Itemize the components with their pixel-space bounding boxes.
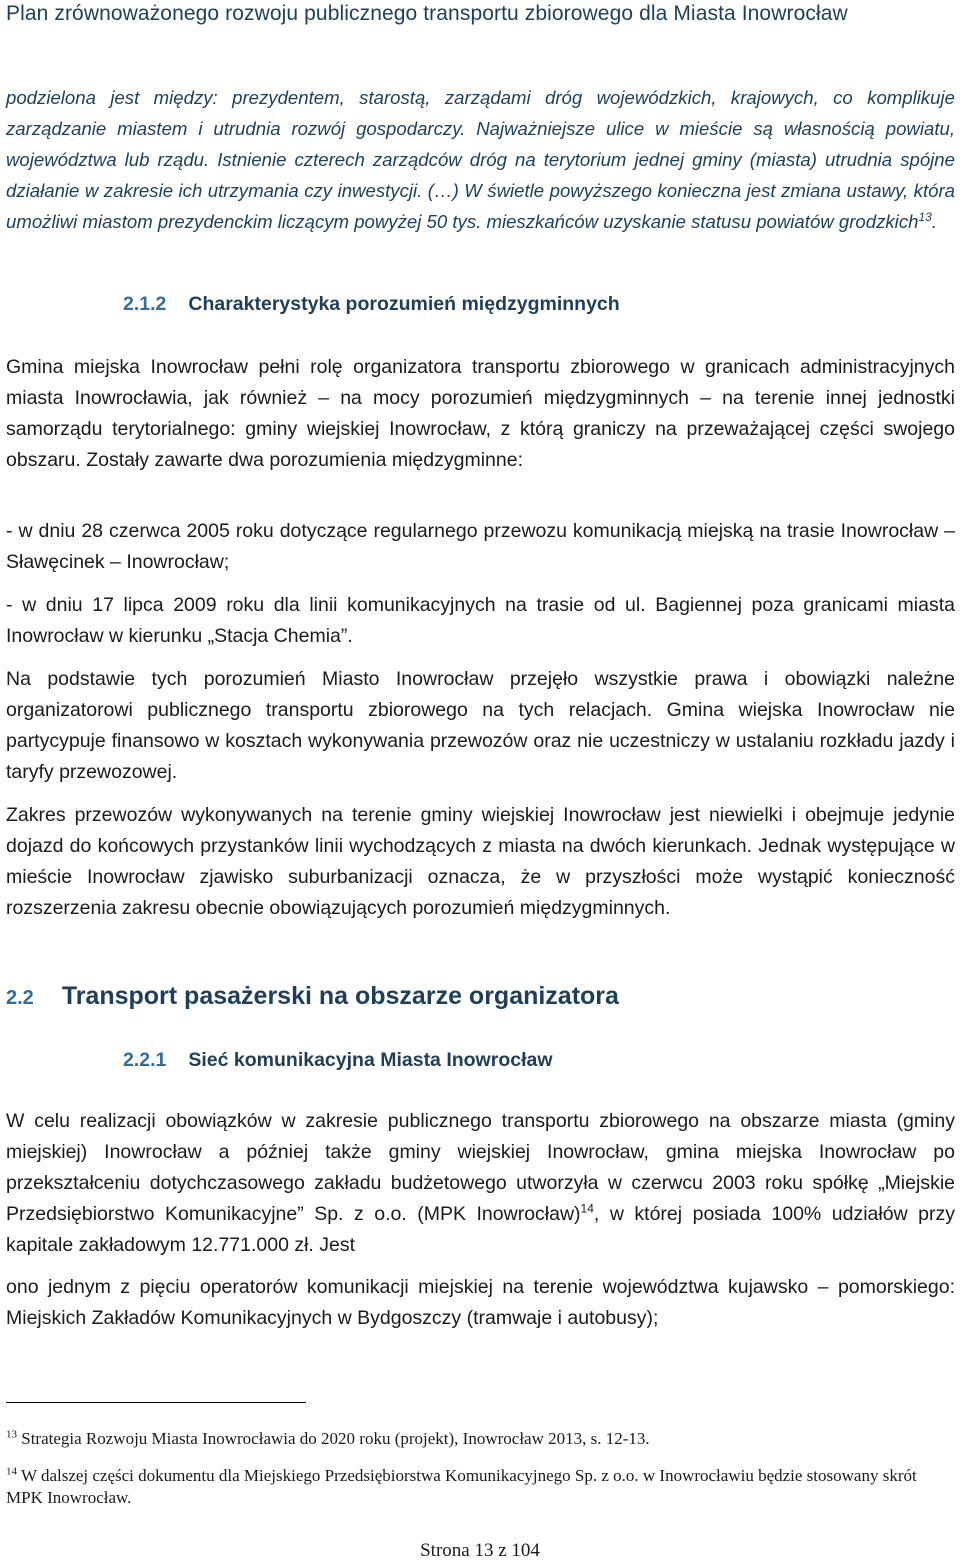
total-pages: 104 xyxy=(511,1540,540,1561)
footnote-14 xyxy=(6,1465,955,1509)
section-title: Transport pasażerski na obszarze organizatora xyxy=(61,982,619,1010)
current-page: 13 xyxy=(474,1540,494,1561)
quoted-paragraph xyxy=(6,82,955,237)
footnote-13 xyxy=(6,1428,955,1450)
section-heading-2-2 xyxy=(6,982,619,1011)
running-header: Plan zrównoważonego rozwoju publicznego transportu zbiorowego dla Miasta Inowrocław xyxy=(6,2,848,25)
footnote-ref-14[interactable]: 14 xyxy=(580,1201,594,1216)
paragraph-text-cont: , w której posiada 100% udziałów przy kapitale zakładowym 12.771.000 zł. Jest xyxy=(6,1203,955,1256)
paragraph-operators: ono jednym z pięciu operatorów komunikacji miejskiej na terenie województwa kujawsko – pomorskiego: Miejskich Zakładów Komunikacyjnych w Bydgoszczy (tramwaje i autobusy); xyxy=(6,1276,955,1329)
paragraph-rights-obligations: Na podstawie tych porozumień Miasto Inowrocław przejęło wszystkie prawa i obowiązki należne organizatorowi publicznego transportu zbiorowego na tych relacjach. Gmina wiejska Inowrocław nie partycypuje finansowo w kosztach wykonywania przewozów oraz nie uczestniczy w ustalaniu rozkładu jazdy i taryfy przewozowej. xyxy=(6,668,955,783)
footnote-separator xyxy=(6,1402,306,1403)
page-number-footer xyxy=(0,1540,960,1562)
footnote-text: Strategia Rozwoju Miasta Inowrocławia do 2020 roku (projekt), Inowrocław 2013, s. 12-13. xyxy=(21,1429,650,1448)
footnote-ref-13[interactable]: 13 xyxy=(918,209,932,224)
footer-mid: z xyxy=(493,1540,512,1561)
quote-text: podzielona jest między: prezydentem, starostą, zarządami dróg wojewódzkich, krajowych, co komplikuje zarządzanie miastem i utrudnia rozwój gospodarczy. Najważniejsze ulice w mieście są własnością powiatu, województwa lub rządu. Istnienie czterech zarządców dróg na terytorium jednej gminy (miasta) utrudnia spójne działanie w zakresie ich utrzymania czy inwestycji. (…) W świetle powyższego konieczna jest zmiana ustawy, która umożliwi miastom prezydenckim liczącym powyżej 50 tys. mieszkańców uzyskanie statusu powiatów grodzkich xyxy=(6,87,955,232)
footnote-number: 13 xyxy=(6,1428,17,1441)
section-heading-2-2-1 xyxy=(123,1049,553,1072)
footer-prefix: Strona xyxy=(420,1540,475,1561)
paragraph-text: W celu realizacji obowiązków w zakresie publicznego transportu zbiorowego na obszarze miasta (gminy miejskiej) Inowrocław a później także gminy wiejskiej Inowrocław, gmina miejska Inowrocław po przekształceniu dotychczasowego zakładu budżetowego utworzyła w czerwcu 2003 roku spółkę „Miejskie Przedsiębiorstwo Komunikacyjne” Sp. z o.o. (MPK Inowrocław) xyxy=(6,1110,955,1225)
section-number: 2.2.1 xyxy=(123,1049,167,1071)
section-title: Charakterystyka porozumień międzygminnych xyxy=(188,293,620,315)
section-number: 2.1.2 xyxy=(123,293,167,315)
section-number: 2.2 xyxy=(6,987,34,1009)
paragraph-intermunicipal-agreements: Gmina miejska Inowrocław pełni rolę organizatora transportu zbiorowego w granicach administracyjnych miasta Inowrocławia, jak również – na mocy porozumień międzygminnych – na terenie innej jednostki samorządu terytorialnego: gminy wiejskiej Inowrocław, z którą graniczy na przeważającej części swojego obszaru. Zostały zawarte dwa porozumienia międzygminne: xyxy=(6,356,955,471)
section-title: Sieć komunikacyjna Miasta Inowrocław xyxy=(188,1049,553,1071)
paragraph-agreement-2009: - w dniu 17 lipca 2009 roku dla linii komunikacyjnych na trasie od ul. Bagiennej poza granicami miasta Inowrocław w kierunku „Stacja Chemia”. xyxy=(6,594,955,647)
quote-end: . xyxy=(931,211,937,232)
paragraph-agreement-2005: - w dniu 28 czerwca 2005 roku dotyczące regularnego przewozu komunikacją miejską na trasie Inowrocław – Sławęcinek – Inowrocław; xyxy=(6,520,955,573)
footnote-text: W dalszej części dokumentu dla Miejskiego Przedsiębiorstwa Komunikacyjnego Sp. z o.o. w Inowrocławiu będzie stosowany skrót MPK Inowrocław. xyxy=(6,1466,917,1507)
paragraph-network-mpk xyxy=(6,1106,955,1261)
paragraph-scope-of-transport: Zakres przewozów wykonywanych na terenie gminy wiejskiej Inowrocław jest niewielki i obejmuje jedynie dojazd do końcowych przystanków linii wychodzących z miasta na dwóch kierunkach. Jednak występujące w mieście Inowrocław zjawisko suburbanizacji oznacza, że w przyszłości może wystąpić konieczność rozszerzenia zakresu obecnie obowiązujących porozumień międzygminnych. xyxy=(6,804,955,919)
section-heading-2-1-2 xyxy=(123,293,620,316)
footnote-number: 14 xyxy=(6,1465,17,1478)
